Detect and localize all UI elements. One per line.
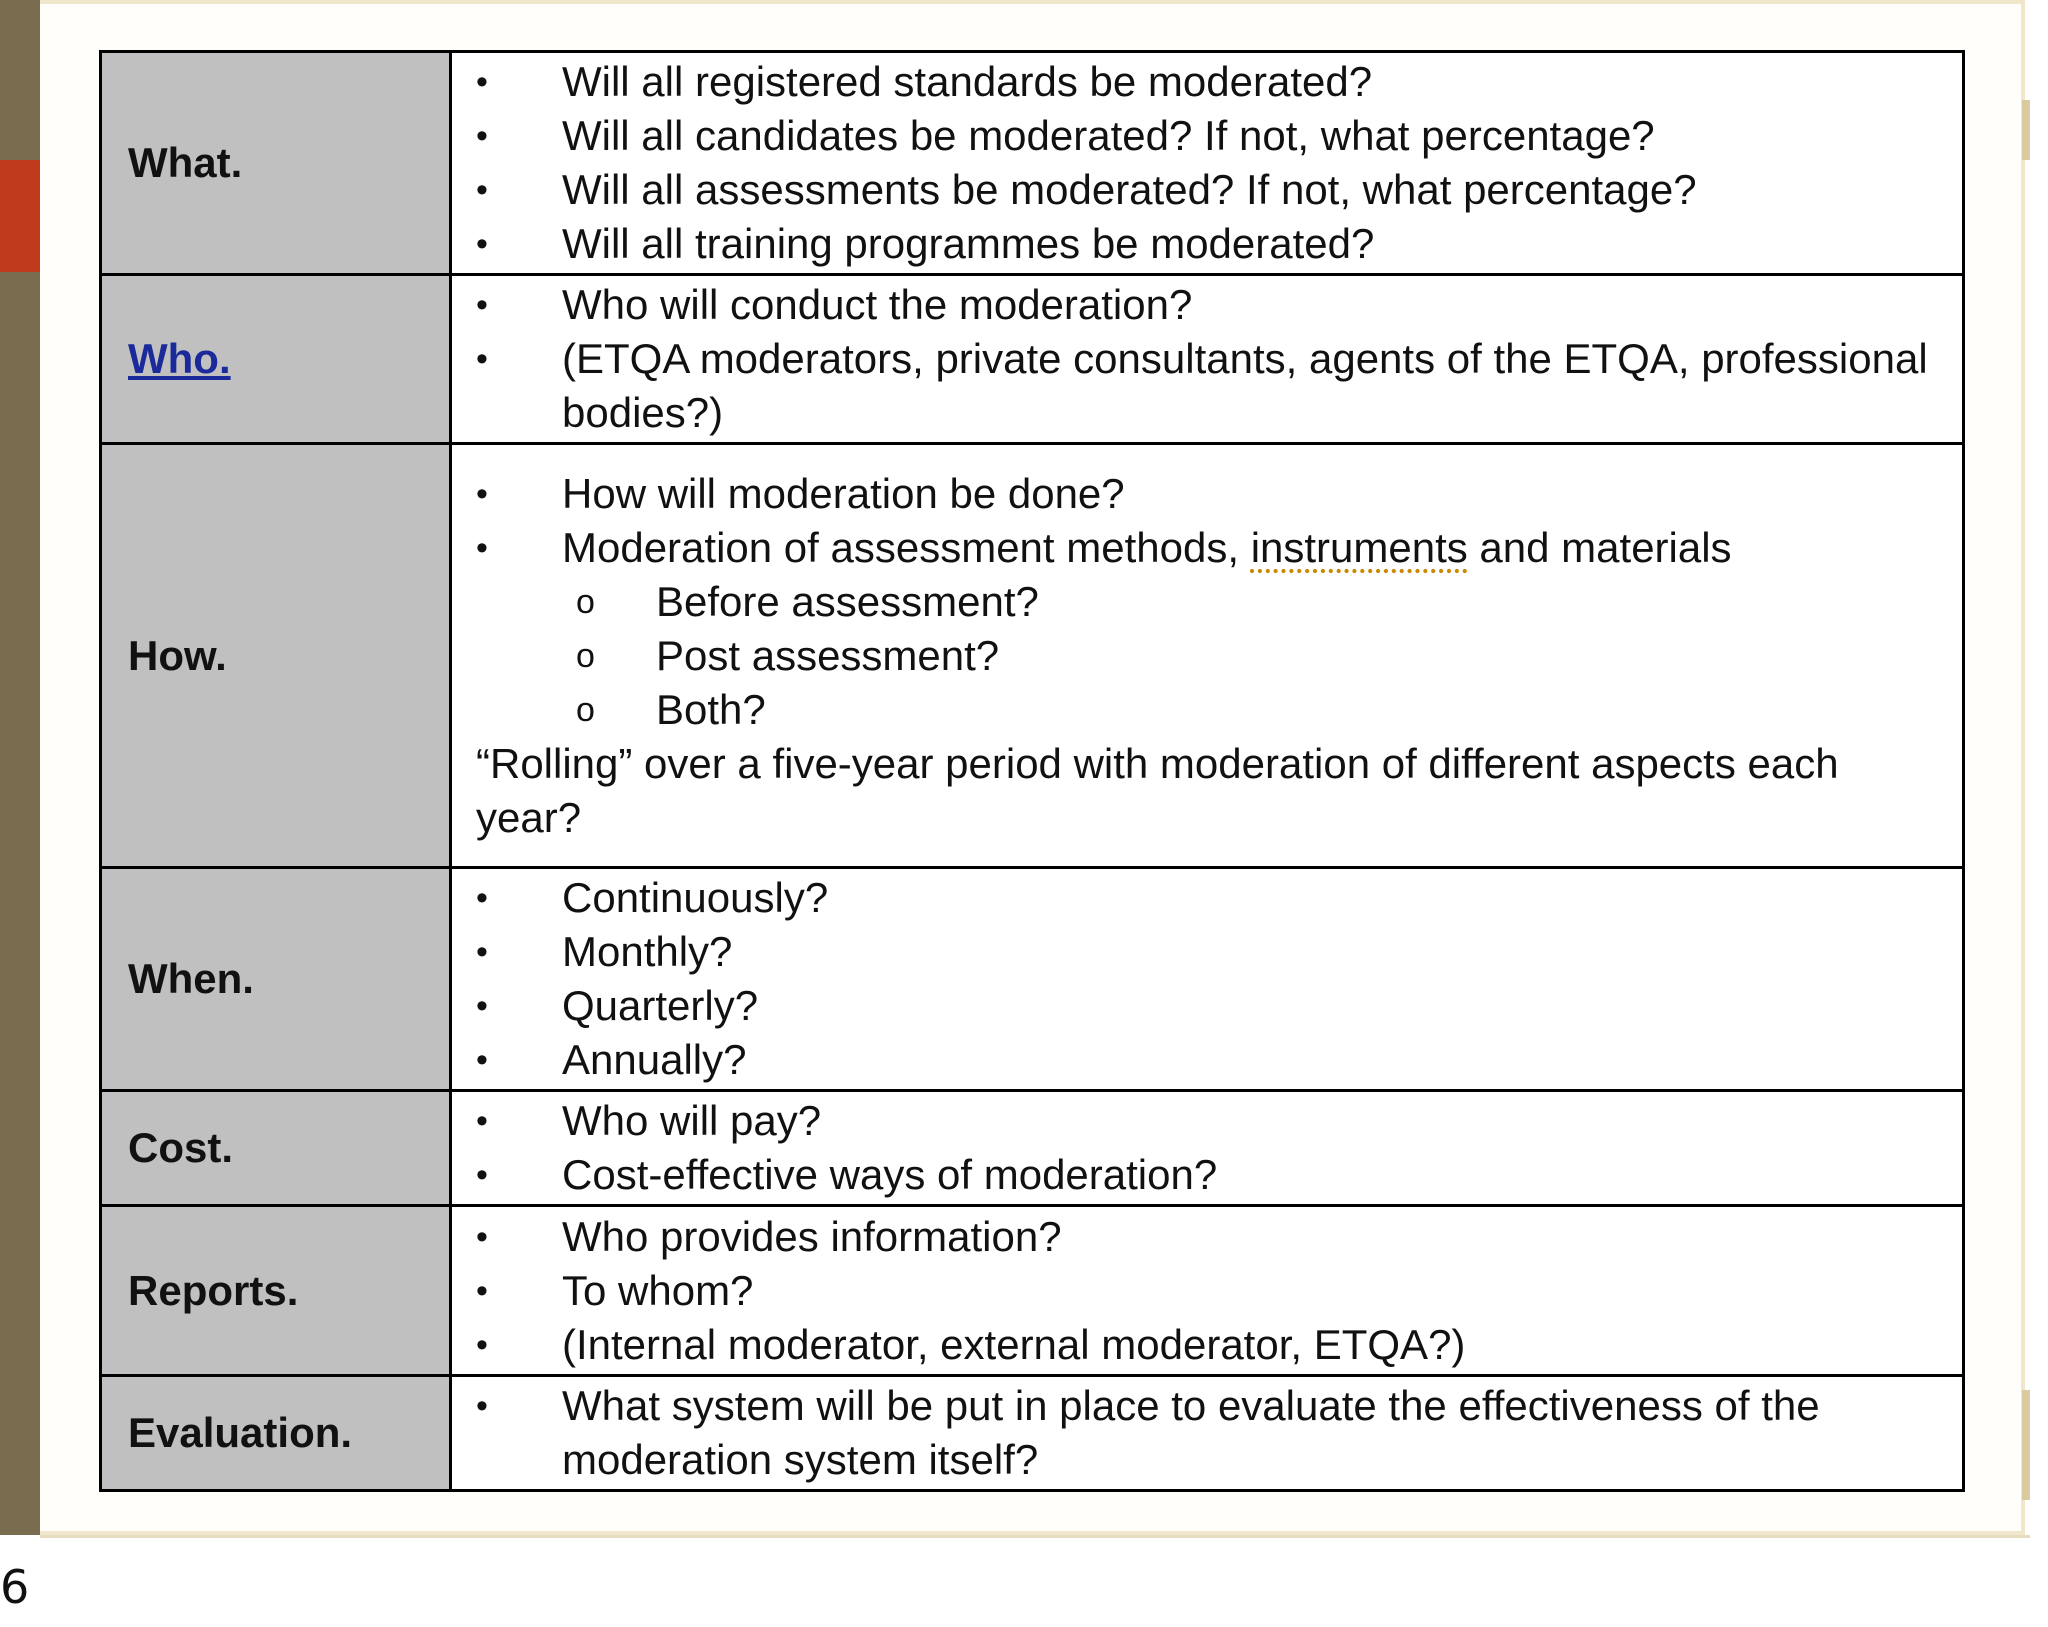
bullet-text: Will all assessments be moderated? If not, what percentage? bbox=[562, 166, 1697, 213]
circle-bullet-icon: o bbox=[576, 690, 595, 729]
row-content-cell bbox=[451, 1206, 1964, 1376]
row-label-cell bbox=[101, 1091, 451, 1206]
bullet-item bbox=[452, 163, 1938, 217]
bullet-text: What system will be put in place to evaluate the effectiveness of the moderation system itself? bbox=[562, 1382, 1820, 1483]
bullet-text: Who provides information? bbox=[562, 1212, 1062, 1260]
row-label[interactable]: Who. bbox=[128, 335, 231, 382]
bullet-icon: • bbox=[476, 225, 488, 263]
bullet-item bbox=[452, 925, 1938, 979]
table-row bbox=[101, 444, 1964, 868]
bullet-item bbox=[452, 467, 1938, 521]
bullet-icon: • bbox=[476, 1271, 488, 1310]
spellcheck-flagged-word: instruments bbox=[1250, 523, 1468, 571]
right-accent-top bbox=[2022, 100, 2030, 160]
bullet-item bbox=[452, 55, 1938, 109]
bullet-text: How will moderation be done? bbox=[562, 469, 1125, 517]
row-content-cell bbox=[451, 444, 1964, 868]
bullet-icon: • bbox=[476, 63, 488, 101]
bullet-text: Who will pay? bbox=[562, 1097, 822, 1144]
row-content-cell bbox=[451, 868, 1964, 1091]
bullet-item bbox=[452, 1210, 1938, 1264]
bullet-icon: • bbox=[476, 171, 488, 209]
bullet-text: (Internal moderator, external moderator, ETQA?) bbox=[562, 1320, 1466, 1368]
row-label: What. bbox=[128, 139, 243, 186]
row-label: Evaluation. bbox=[128, 1409, 353, 1456]
bullet-icon: • bbox=[476, 1041, 488, 1079]
table-row bbox=[101, 1206, 1964, 1376]
right-accent-bottom bbox=[2022, 1390, 2030, 1500]
sub-bullet-text: Post assessment? bbox=[656, 631, 1000, 679]
row-label: When. bbox=[128, 955, 254, 1002]
bullet-icon: • bbox=[476, 117, 488, 155]
table-row bbox=[101, 1376, 1964, 1491]
bullet-icon: • bbox=[476, 879, 488, 917]
circle-bullet-icon: o bbox=[576, 582, 595, 621]
bullet-item bbox=[452, 979, 1938, 1033]
text-segment: Moderation of assessment methods, bbox=[562, 523, 1251, 571]
bullet-text: Cost-effective ways of moderation? bbox=[562, 1151, 1218, 1198]
bullet-icon: • bbox=[476, 987, 488, 1025]
bullet-icon: • bbox=[476, 340, 488, 378]
bullet-text: Will all training programmes be moderated? bbox=[562, 220, 1375, 267]
bullet-item bbox=[452, 109, 1938, 163]
row-label-cell bbox=[101, 52, 451, 275]
sub-bullet-item bbox=[452, 629, 1938, 683]
bullet-item bbox=[452, 1379, 1938, 1487]
slide-bottom-band bbox=[40, 1535, 2030, 1538]
bullet-item bbox=[452, 1094, 1938, 1148]
bullet-icon: • bbox=[476, 474, 488, 513]
left-red-accent bbox=[0, 160, 40, 272]
bullet-text: Continuously? bbox=[562, 874, 829, 921]
sub-bullet-text: Before assessment? bbox=[656, 577, 1039, 625]
bullet-text: Monthly? bbox=[562, 928, 733, 975]
bullet-icon: • bbox=[476, 286, 488, 324]
row-label-cell bbox=[101, 868, 451, 1091]
bullet-text: Will all registered standards be moderated? bbox=[562, 58, 1373, 105]
row-label: Cost. bbox=[128, 1124, 233, 1171]
row-label-cell bbox=[101, 1206, 451, 1376]
bullet-item bbox=[452, 1264, 1938, 1318]
row-content-cell bbox=[451, 1376, 1964, 1491]
bullet-item bbox=[452, 278, 1938, 332]
bullet-item bbox=[452, 217, 1938, 271]
row-label-cell bbox=[101, 275, 451, 444]
bullet-icon: • bbox=[476, 933, 488, 971]
bullet-icon: • bbox=[476, 1325, 488, 1364]
row-label-cell bbox=[101, 444, 451, 868]
bullet-text: Quarterly? bbox=[562, 982, 759, 1029]
row-label-cell bbox=[101, 1376, 451, 1491]
bullet-text: Annually? bbox=[562, 1036, 747, 1083]
row-content-cell bbox=[451, 1091, 1964, 1206]
bullet-item bbox=[452, 521, 1938, 575]
sub-bullet-item bbox=[452, 683, 1938, 737]
bullet-icon: • bbox=[476, 1102, 488, 1140]
table-row bbox=[101, 1091, 1964, 1206]
bullet-item bbox=[452, 871, 1938, 925]
bullet-icon: • bbox=[476, 1217, 488, 1256]
row-content-cell bbox=[451, 275, 1964, 444]
row-label: How. bbox=[128, 631, 227, 679]
bullet-icon: • bbox=[476, 528, 488, 567]
bullet-text: Will all candidates be moderated? If not, what percentage? bbox=[562, 112, 1655, 159]
bullet-text: (ETQA moderators, private consultants, agents of the ETQA, professional bodies?) bbox=[562, 335, 1928, 436]
bullet-item bbox=[452, 1318, 1938, 1372]
bullet-icon: • bbox=[476, 1156, 488, 1194]
moderation-planning-table bbox=[99, 50, 1965, 1492]
row-label: Reports. bbox=[128, 1266, 299, 1314]
table-row bbox=[101, 275, 1964, 444]
bullet-item bbox=[452, 332, 1938, 440]
text-segment: and materials bbox=[1467, 523, 1732, 571]
bullet-item bbox=[452, 1148, 1938, 1202]
page-number: 6 bbox=[0, 1560, 30, 1614]
bullet-text: Who will conduct the moderation? bbox=[562, 281, 1193, 328]
table-row bbox=[101, 868, 1964, 1091]
sub-bullet-item bbox=[452, 575, 1938, 629]
paragraph-text: “Rolling” over a five-year period with moderation of different aspects each year? bbox=[476, 739, 1839, 841]
table-row bbox=[101, 52, 1964, 275]
row-content-cell bbox=[451, 52, 1964, 275]
circle-bullet-icon: o bbox=[576, 636, 595, 675]
bullet-text bbox=[562, 521, 1938, 575]
bullet-item bbox=[452, 1033, 1938, 1087]
sub-bullet-text: Both? bbox=[656, 685, 766, 733]
bullet-text: To whom? bbox=[562, 1266, 754, 1314]
bullet-icon: • bbox=[476, 1387, 488, 1425]
